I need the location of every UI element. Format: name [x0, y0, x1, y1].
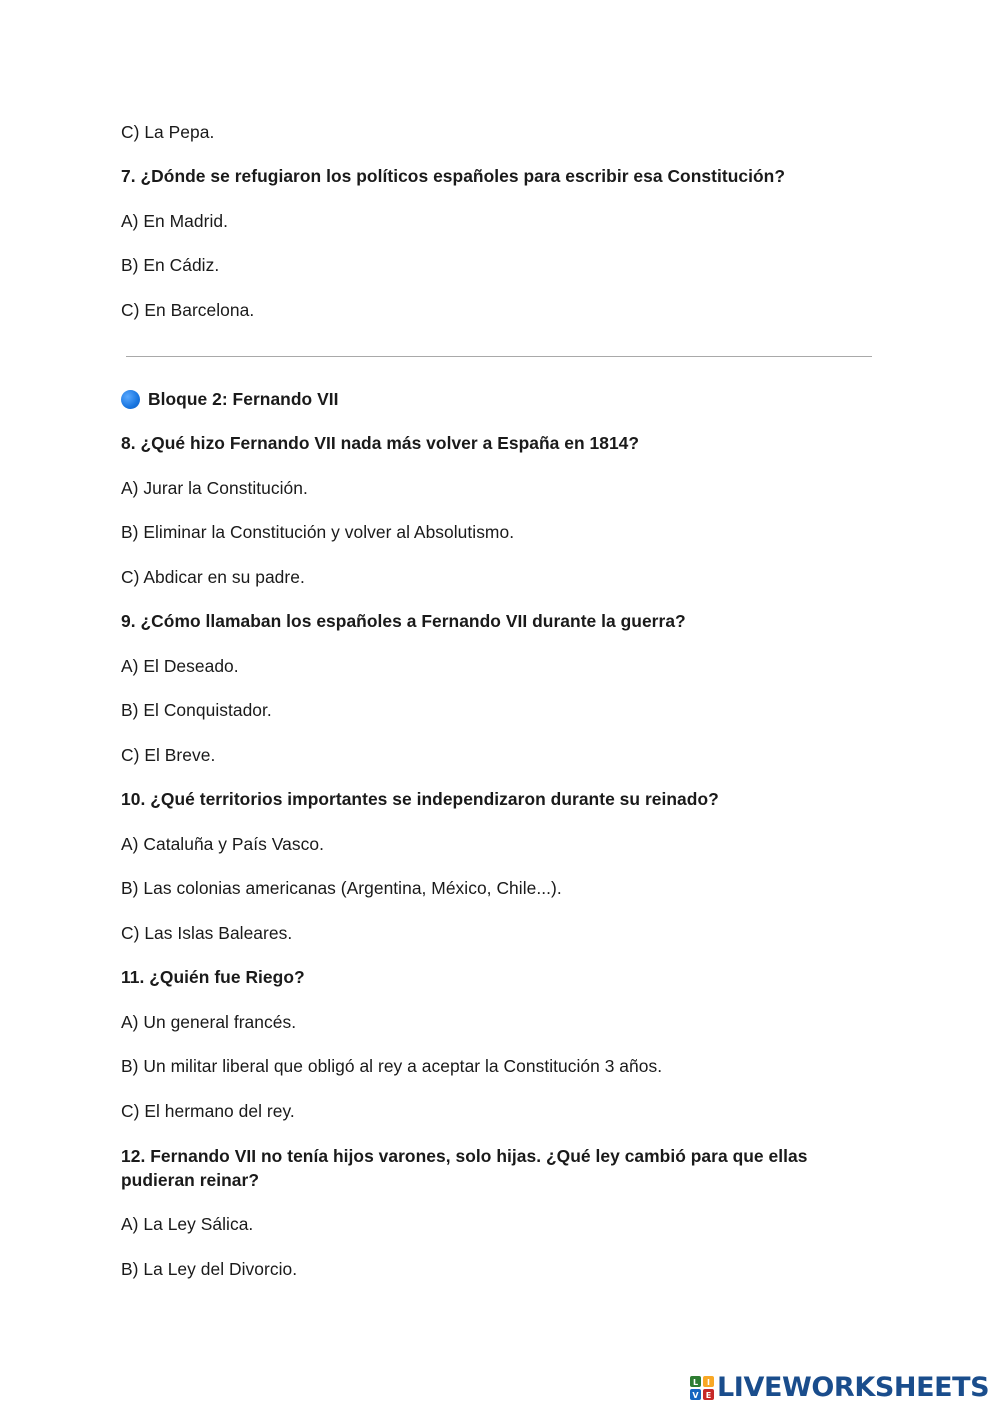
- svg-text:E: E: [705, 1391, 712, 1400]
- answer-option: B) Eliminar la Constitución y volver al Absolutismo.: [121, 522, 515, 542]
- answer-option: B) La Ley del Divorcio.: [121, 1259, 298, 1279]
- svg-text:I: I: [707, 1378, 710, 1387]
- answer-option: C) El Breve.: [121, 745, 216, 765]
- section-divider: [126, 356, 872, 357]
- svg-text:V: V: [692, 1391, 699, 1400]
- answer-option: C) Abdicar en su padre.: [121, 567, 305, 587]
- question-10: 10. ¿Qué territorios importantes se independizaron durante su reinado?: [121, 789, 719, 809]
- answer-option: C) En Barcelona.: [121, 300, 255, 320]
- question-8: 8. ¿Qué hizo Fernando VII nada más volver a España en 1814?: [121, 433, 640, 453]
- logo-text: LIVEWORKSHEETS: [717, 1372, 990, 1403]
- liveworksheets-logo-icon: [690, 1376, 714, 1400]
- blue-circle-icon: [121, 390, 140, 409]
- liveworksheets-logo: [690, 1371, 989, 1405]
- answer-option: C) Las Islas Baleares.: [121, 923, 293, 943]
- block-title: Bloque 2: Fernando VII: [148, 389, 339, 409]
- answer-option: A) La Ley Sálica.: [121, 1214, 254, 1234]
- answer-option: A) En Madrid.: [121, 211, 228, 231]
- answer-option: C) El hermano del rey.: [121, 1101, 295, 1121]
- answer-option: A) Un general francés.: [121, 1012, 297, 1032]
- answer-option: B) El Conquistador.: [121, 700, 272, 720]
- answer-option: A) El Deseado.: [121, 656, 239, 676]
- answer-option: B) En Cádiz.: [121, 255, 220, 275]
- block-heading: [121, 387, 338, 411]
- answer-option: C) La Pepa.: [121, 122, 215, 142]
- answer-option: B) Las colonias americanas (Argentina, México, Chile...).: [121, 878, 562, 898]
- question-12: 12. Fernando VII no tenía hijos varones, solo hijas. ¿Qué ley cambió para que ellas pudieran reinar?: [121, 1146, 808, 1190]
- answer-option: A) Cataluña y País Vasco.: [121, 834, 324, 854]
- question-11: 11. ¿Quién fue Riego?: [121, 967, 305, 987]
- question-9: 9. ¿Cómo llamaban los españoles a Fernando VII durante la guerra?: [121, 611, 686, 631]
- answer-option: A) Jurar la Constitución.: [121, 478, 308, 498]
- answer-option: B) Un militar liberal que obligó al rey a aceptar la Constitución 3 años.: [121, 1056, 663, 1076]
- svg-text:L: L: [692, 1378, 699, 1387]
- question-7: 7. ¿Dónde se refugiaron los políticos españoles para escribir esa Constitución?: [121, 166, 785, 186]
